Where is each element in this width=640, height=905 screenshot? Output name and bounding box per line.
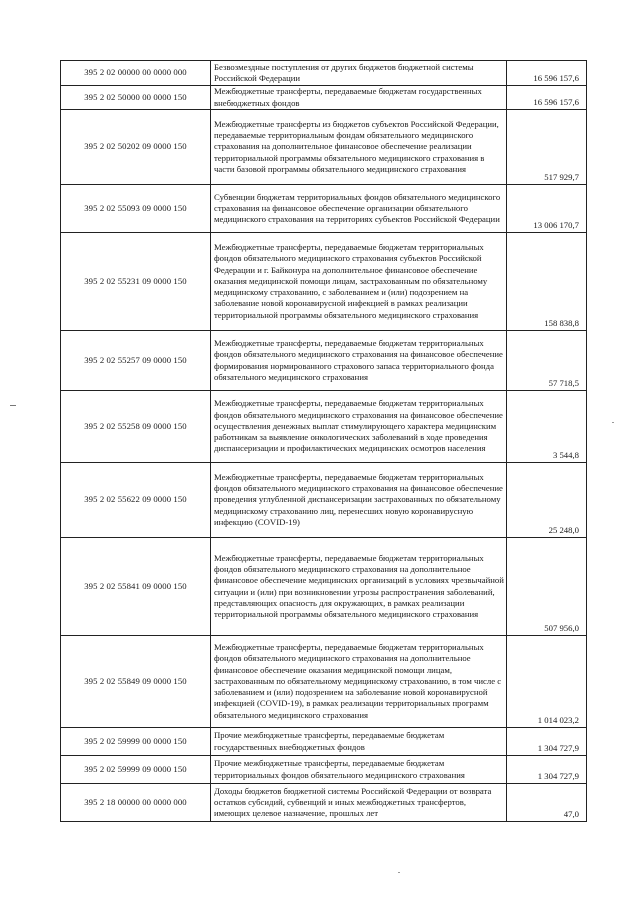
budget-code: 395 2 02 55622 09 0000 150 — [61, 463, 211, 538]
row-amount: 1 304 727,9 — [507, 756, 587, 784]
row-description: Доходы бюджетов бюджетной системы Российской Федерации от возврата остатков субсидий, субвенций и иных межбюджетных трансфертов, имеющих целевое назначение, прошлых лет — [211, 784, 507, 822]
scan-speck — [398, 872, 400, 873]
scan-speck — [612, 422, 614, 423]
row-description: Межбюджетные трансферты, передаваемые бюджетам территориальных фондов обязательного медицинского страхования на финансовое обеспечение проведения углубленной диспансеризации застрахованных по обязательному медицинскому страхованию лиц, перенесших новую коронавирусную инфекцию (COVID-19) — [211, 463, 507, 538]
table-row — [61, 463, 587, 538]
budget-code: 395 2 02 55849 09 0000 150 — [61, 636, 211, 728]
row-description: Прочие межбюджетные трансферты, передаваемые бюджетам территориальных фондов обязательного медицинского страхования — [211, 756, 507, 784]
row-description: Межбюджетные трансферты, передаваемые бюджетам территориальных фондов обязательного медицинского страхования на финансовое обеспечение осуществления денежных выплат стимулирующего характера медицинским работникам за выявление онкологических заболеваний в ходе проведения диспансеризации и профилактических медицинских осмотров населения — [211, 391, 507, 463]
table-row — [61, 391, 587, 463]
table-row — [61, 784, 587, 822]
margin-mark — [10, 405, 16, 406]
budget-code: 395 2 02 59999 09 0000 150 — [61, 756, 211, 784]
row-description: Безвозмездные поступления от других бюджетов бюджетной системы Российской Федерации — [211, 61, 507, 86]
table-row — [61, 636, 587, 728]
row-amount: 517 929,7 — [507, 110, 587, 185]
budget-code: 395 2 02 59999 00 0000 150 — [61, 728, 211, 756]
row-amount: 57 718,5 — [507, 331, 587, 391]
row-description: Межбюджетные трансферты из бюджетов субъектов Российской Федерации, передаваемые территориальным фондам обязательного медицинского страхования на дополнительное финансовое обеспечение реализации территориальной программы обязательного медицинского страхования в части базовой программы обязательного медицинского страхования — [211, 110, 507, 185]
budget-code: 395 2 02 55841 09 0000 150 — [61, 538, 211, 636]
budget-code: 395 2 02 00000 00 0000 000 — [61, 61, 211, 86]
row-description: Прочие межбюджетные трансферты, передаваемые бюджетам государственных внебюджетных фондов — [211, 728, 507, 756]
row-amount: 1 014 023,2 — [507, 636, 587, 728]
table-row — [61, 86, 587, 110]
table-row — [61, 756, 587, 784]
row-amount: 25 248,0 — [507, 463, 587, 538]
table-row — [61, 61, 587, 86]
table-row — [61, 185, 587, 233]
row-amount: 1 304 727,9 — [507, 728, 587, 756]
row-amount: 16 596 157,6 — [507, 61, 587, 86]
row-description: Межбюджетные трансферты, передаваемые бюджетам территориальных фондов обязательного медицинского страхования субъектов Российской Федерации и г. Байконура на дополнительное финансовое обеспечение оказания медицинской помощи лицам, застрахованным по обязательному медицинскому страхованию, с заболеванием и (или) подозрением на заболевание новой коронавирусной инфекцией в рамках реализации территориальной программы обязательного медицинского страхования — [211, 233, 507, 331]
row-description: Межбюджетные трансферты, передаваемые бюджетам территориальных фондов обязательного медицинского страхования на дополнительное финансовое обеспечение оказания медицинской помощи лицам, застрахованным по обязательному медицинскому страхованию, в том числе с заболеванием и (или) подозрением на заболевание новой коронавирусной инфекцией (COVID-19), в рамках реализации территориальных программ обязательного медицинского страхования — [211, 636, 507, 728]
row-amount: 507 956,0 — [507, 538, 587, 636]
row-description: Межбюджетные трансферты, передаваемые бюджетам территориальных фондов обязательного медицинского страхования на дополнительное финансовое обеспечение медицинских организаций в условиях чрезвычайной ситуации и (или) при возникновении угрозы распространения заболеваний, представляющих опасность для окружающих, в рамках реализации территориальной программы обязательного медицинского страхования — [211, 538, 507, 636]
budget-code: 395 2 02 55231 09 0000 150 — [61, 233, 211, 331]
table-row — [61, 728, 587, 756]
budget-code: 395 2 02 55258 09 0000 150 — [61, 391, 211, 463]
table-row — [61, 331, 587, 391]
row-amount: 47,0 — [507, 784, 587, 822]
table-row — [61, 538, 587, 636]
budget-code: 395 2 02 50202 09 0000 150 — [61, 110, 211, 185]
row-description: Субвенции бюджетам территориальных фондов обязательного медицинского страхования на финансовое обеспечение организации обязательного медицинского страхования на территориях субъектов Российской Федерации — [211, 185, 507, 233]
table-row — [61, 233, 587, 331]
budget-code: 395 2 02 55093 09 0000 150 — [61, 185, 211, 233]
budget-code: 395 2 18 00000 00 0000 000 — [61, 784, 211, 822]
row-description: Межбюджетные трансферты, передаваемые бюджетам государственных внебюджетных фондов — [211, 86, 507, 110]
row-amount: 3 544,8 — [507, 391, 587, 463]
budget-code: 395 2 02 50000 00 0000 150 — [61, 86, 211, 110]
row-amount: 16 596 157,6 — [507, 86, 587, 110]
table-row — [61, 110, 587, 185]
budget-revenue-table — [60, 60, 587, 822]
budget-code: 395 2 02 55257 09 0000 150 — [61, 331, 211, 391]
row-amount: 13 006 170,7 — [507, 185, 587, 233]
row-description: Межбюджетные трансферты, передаваемые бюджетам территориальных фондов обязательного медицинского страхования на финансовое обеспечение формирования нормированного страхового запаса территориального фонда обязательного медицинского страхования — [211, 331, 507, 391]
row-amount: 158 838,8 — [507, 233, 587, 331]
